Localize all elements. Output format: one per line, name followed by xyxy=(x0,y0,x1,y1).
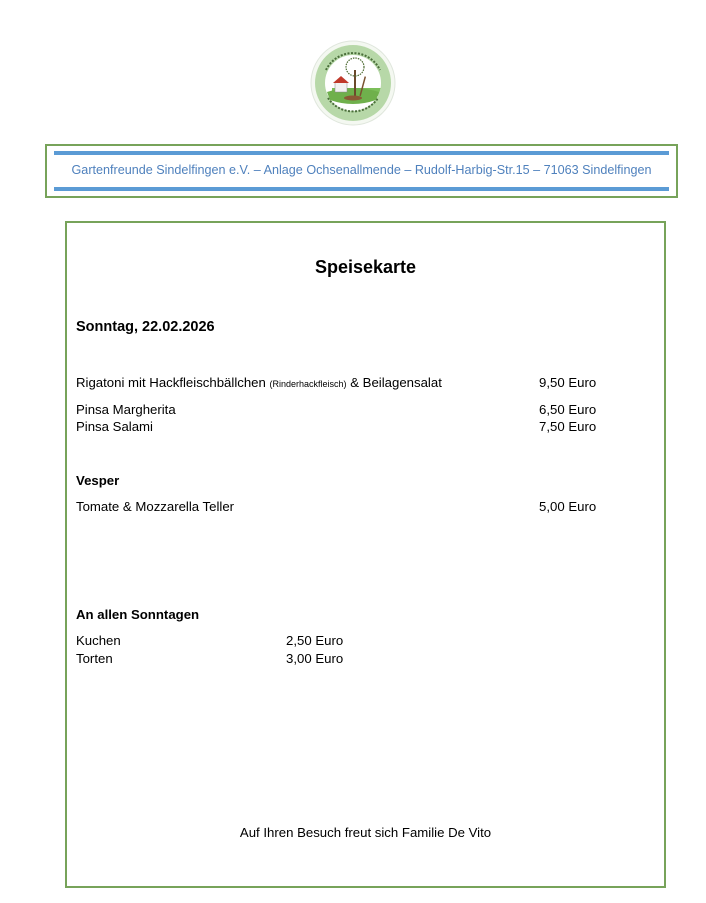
menu-date: Sonntag, 22.02.2026 xyxy=(76,319,215,335)
menu-item xyxy=(76,375,442,390)
club-address: Gartenfreunde Sindelfingen e.V. – Anlage Ochsenallmende – Rudolf-Harbig-Str.15 – 71063 Sindelfingen xyxy=(71,163,652,177)
section-heading-sundays: An allen Sonntagen xyxy=(76,607,200,622)
item-price: 3,00 Euro xyxy=(286,651,344,666)
menu-card xyxy=(65,221,666,888)
banner-bottom-rule xyxy=(54,187,669,191)
item-price: 9,50 Euro xyxy=(539,375,597,390)
item-price: 2,50 Euro xyxy=(286,633,344,648)
address-banner xyxy=(45,144,678,198)
menu-footer: Auf Ihren Besuch freut sich Familie De Vito xyxy=(239,825,492,840)
item-name: Kuchen xyxy=(76,633,121,648)
item-name: Pinsa Margherita xyxy=(76,402,176,417)
banner-top-rule xyxy=(54,151,669,155)
item-price: 7,50 Euro xyxy=(539,419,597,434)
item-name: Pinsa Salami xyxy=(76,419,153,434)
menu-title: Speisekarte xyxy=(314,257,417,277)
club-logo xyxy=(310,40,396,126)
item-name: Tomate & Mozzarella Teller xyxy=(76,499,235,514)
item-suffix: & Beilagensalat xyxy=(350,375,442,390)
item-price: 6,50 Euro xyxy=(539,402,597,417)
club-seal-icon xyxy=(310,40,396,126)
item-price: 5,00 Euro xyxy=(539,499,597,514)
item-note: (Rinderhackfleisch) xyxy=(269,379,347,389)
item-name: Rigatoni mit Hackfleischbällchen xyxy=(76,375,266,390)
section-heading-vesper: Vesper xyxy=(76,473,120,488)
item-name: Torten xyxy=(76,651,113,666)
